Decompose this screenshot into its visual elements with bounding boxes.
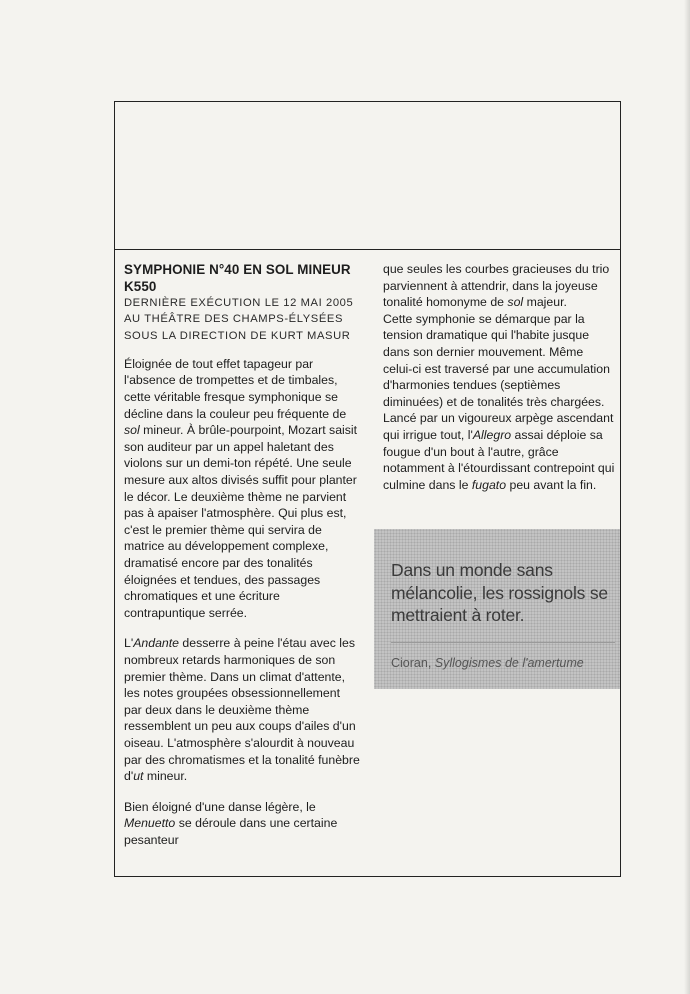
p1-italic: sol xyxy=(124,423,140,438)
p3-text-b: se déroule dans une certaine pesanteur xyxy=(124,816,338,847)
right-column xyxy=(383,261,615,493)
p2-italic-1: Andante xyxy=(133,636,180,651)
p5-italic-1: Allegro xyxy=(472,427,512,442)
left-column xyxy=(124,261,360,863)
p2-text-a: L' xyxy=(124,636,134,651)
p5-text-b: assai déploie sa fougue d'un bout à l'autre, grâce notamment à l'étourdissant contrepoint qui culmine dans le xyxy=(383,427,615,492)
paragraph-3 xyxy=(124,799,360,849)
quote-work: Syllogismes de l'amertume xyxy=(434,656,584,670)
paragraph-5 xyxy=(383,311,615,494)
p2-text-b: desserre à peine l'étau avec les nombreux retards harmoniques de son premier thème. Dans un climat d'attente, les notes groupées obsessionnellement par deux dans le deuxième thème ressemblent un peu aux coups d'ailes d'un oiseau. L'atmosphère s'alourdit à nouveau par des chromatismes et la tonalité funèbre d' xyxy=(124,636,360,784)
quote-text: Dans un monde sans mélancolie, les rossignols se mettraient à roter. xyxy=(391,560,608,625)
p3-text-a: Bien éloigné d'une danse légère, le xyxy=(124,799,316,814)
article-title xyxy=(124,261,360,295)
p1-text-a: Éloignée de tout effet tapageur par l'absence de trompettes et de timbales, cette véritable fresque symphonique se décline dans la couleur peu fréquente de xyxy=(124,356,347,421)
p5-italic-2: fugato xyxy=(471,477,507,492)
p4-text-b: majeur. xyxy=(523,295,567,310)
page-edge-shadow xyxy=(684,0,690,994)
p2-italic-2: ut xyxy=(133,769,144,784)
p4-italic: sol xyxy=(507,295,524,310)
quote-divider xyxy=(391,642,615,643)
meta-line-2: AU THÉÂTRE DES CHAMPS-ÉLYSÉES xyxy=(124,313,344,326)
title-line-2: K550 xyxy=(124,279,157,294)
p5-text-a: Cette symphonie se démarque par la tension dramatique qui l'habite jusque dans son dernier mouvement. Même celui-ci est traversé par une accumulation d'harmonies tendues (septièmes diminuées) et de tonalités très chargées. Lancé par un vigoureux arpège ascendant qui irrigue tout, l' xyxy=(383,311,614,442)
meta-line-3: SOUS LA DIRECTION DE KURT MASUR xyxy=(124,329,351,342)
title-line-1: SYMPHONIE N°40 EN SOL MINEUR xyxy=(124,262,351,277)
performance-info xyxy=(124,295,360,344)
paragraph-2 xyxy=(124,635,360,784)
p3-italic: Menuetto xyxy=(124,816,176,831)
paragraph-1 xyxy=(124,356,360,622)
p5-text-c: peu avant la fin. xyxy=(506,477,597,492)
quote-author: Cioran, xyxy=(391,656,435,670)
p4-text-a: que seules les courbes gracieuses du trio parviennent à attendrir, dans la joyeuse tonalité homonyme de xyxy=(383,262,610,310)
quote-box xyxy=(374,529,620,689)
p2-text-c: mineur. xyxy=(143,769,188,784)
p1-text-b: mineur. À brûle-pourpoint, Mozart saisit son auditeur par un appel haletant des violons sur un demi-ton répété. Une seule mesure aux altos divisés suffit pour planter le décor. Le deuxième thème ne parvient pas à apaiser l'atmosphère. Qui plus est, c'est le premier thème qui servira de matrice au développement complexe, dramatisé encore par des tonalités éloignées et tendues, des passages chromatiques et une écriture contrapuntique serrée. xyxy=(124,423,358,620)
quote-source xyxy=(391,656,619,670)
meta-line-1: DERNIÈRE EXÉCUTION LE 12 MAI 2005 xyxy=(124,297,354,309)
frame-divider xyxy=(114,249,621,250)
paragraph-4 xyxy=(383,261,615,311)
